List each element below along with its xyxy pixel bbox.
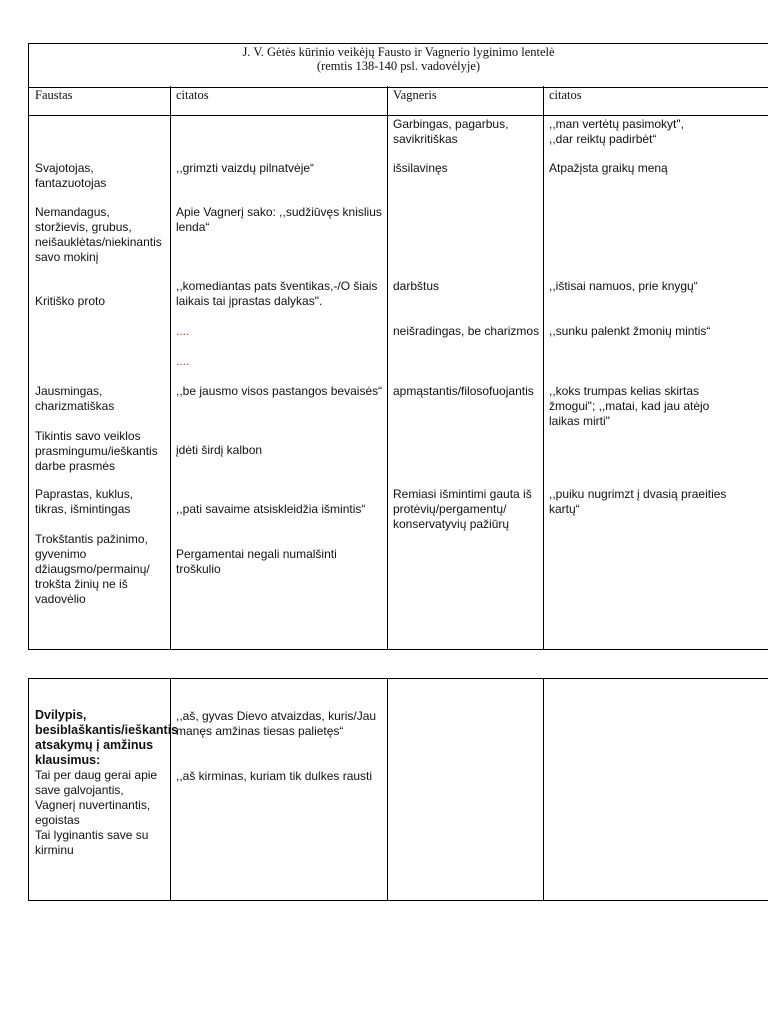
column-divider [170, 86, 171, 649]
column-divider [387, 679, 388, 900]
comparison-table [28, 43, 768, 650]
faustas-trait: Nemandagus, storžievis, grubus, neišauklėtas/niekinantis savo mokinį [35, 205, 162, 264]
faustas-trait: Paprastas, kuklus, tikras, išmintingas [35, 487, 134, 516]
vagneris-quote: ,,puiku nugrimzt į dvasią praeities kartų“ [549, 487, 727, 516]
faustas-quote: įdėti širdį kalbon [176, 443, 263, 457]
faustas-trait: Kritiško proto [35, 294, 106, 308]
table-title-line2: (remtis 138-140 psl. vadovėlyje) [316, 59, 481, 73]
column-divider [387, 86, 388, 649]
faustas-quote: Pergamentai negali numalšinti troškulio [176, 547, 337, 576]
vagneris-trait: išsilavinęs [393, 161, 448, 175]
faustas-quote: ,,komediantas pats šventikas,-/O šiais laikais tai įprastas dalykas". [176, 279, 378, 308]
vagneris-trait: darbštus [393, 279, 440, 293]
vagneris-trait: neišradingas, be charizmos [393, 324, 540, 338]
faustas-quote: ,,grimzti vaizdų pilnatvėje“ [176, 161, 315, 175]
vagneris-quote: ,,sunku palenkt žmonių mintis“ [549, 324, 711, 338]
column-divider [543, 679, 544, 900]
vagneris-quote: ,,ištisai namuos, prie knygų“ [549, 279, 698, 293]
faustas-quote-placeholder: .... [176, 354, 190, 368]
header-citatos-1: citatos [176, 88, 209, 102]
vagneris-quote: ,,koks trumpas kelias skirtas žmogui"; ,,matai, kad jau atėjo laikas mirti" [549, 384, 710, 428]
vagneris-trait: Garbingas, pagarbus, savikritiškas [393, 117, 509, 146]
faustas-trait: Tikintis savo veiklos prasmingumu/ieškantis darbe prasmės [35, 429, 158, 473]
table-title-line1: J. V. Gėtės kūrinio veikėjų Fausto ir Vagnerio lyginimo lentelė [242, 45, 555, 59]
faustas-trait: Svajotojas, fantazuotojas [35, 161, 107, 190]
table-header-row [29, 86, 768, 116]
vagneris-trait: Remiasi išmintimi gauta iš protėvių/pergamentų/ konservatyvių pažiūrų [393, 487, 532, 531]
vagneris-quote: ,,man vertėtų pasimokyt", ,,dar reiktų padirbėt“ [549, 117, 684, 146]
faustas-trait: Jausmingas, charizmatiškas [35, 384, 115, 413]
vagneris-trait: apmąstantis/filosofuojantis [393, 384, 534, 398]
faustas-quote-placeholder: .... [176, 324, 190, 338]
faustas-trait: Trokštantis pažinimo, gyvenimo džiaugsmo/permainų/ trokšta žinių ne iš vadovėlio [35, 532, 150, 606]
faustas-dual-trait-heading: Dvilypis, besiblaškantis/ieškantis atsakymų į amžinus klausimus: [35, 708, 179, 767]
header-vagneris: Vagneris [393, 88, 437, 102]
faustas-quote: ,,be jausmo visos pastangos bevaisės“ [176, 384, 383, 398]
header-citatos-2: citatos [549, 88, 582, 102]
faustas-quote: ,,pati savaime atsiskleidžia išmintis“ [176, 502, 366, 516]
table-title [29, 44, 768, 88]
vagneris-quote: Atpažįsta graikų meną [549, 161, 668, 175]
faustas-quote: ,,aš kirminas, kuriam tik dulkes rausti [176, 769, 373, 783]
header-faustas: Faustas [35, 88, 73, 102]
continuation-table [28, 678, 768, 901]
faustas-quote: ,,aš, gyvas Dievo atvaizdas, kuris/Jau manęs amžinas tiesas palietęs“ [176, 709, 377, 738]
column-divider [543, 86, 544, 649]
faustas-dual-trait-text: Tai per daug gerai apie save galvojantis, Vagnerį nuvertinantis, egoistas Tai lyginantis save su kirminu [35, 768, 158, 857]
faustas-quote: Apie Vagnerį sako: ,,sudžiūvęs knislius lenda“ [176, 205, 382, 234]
